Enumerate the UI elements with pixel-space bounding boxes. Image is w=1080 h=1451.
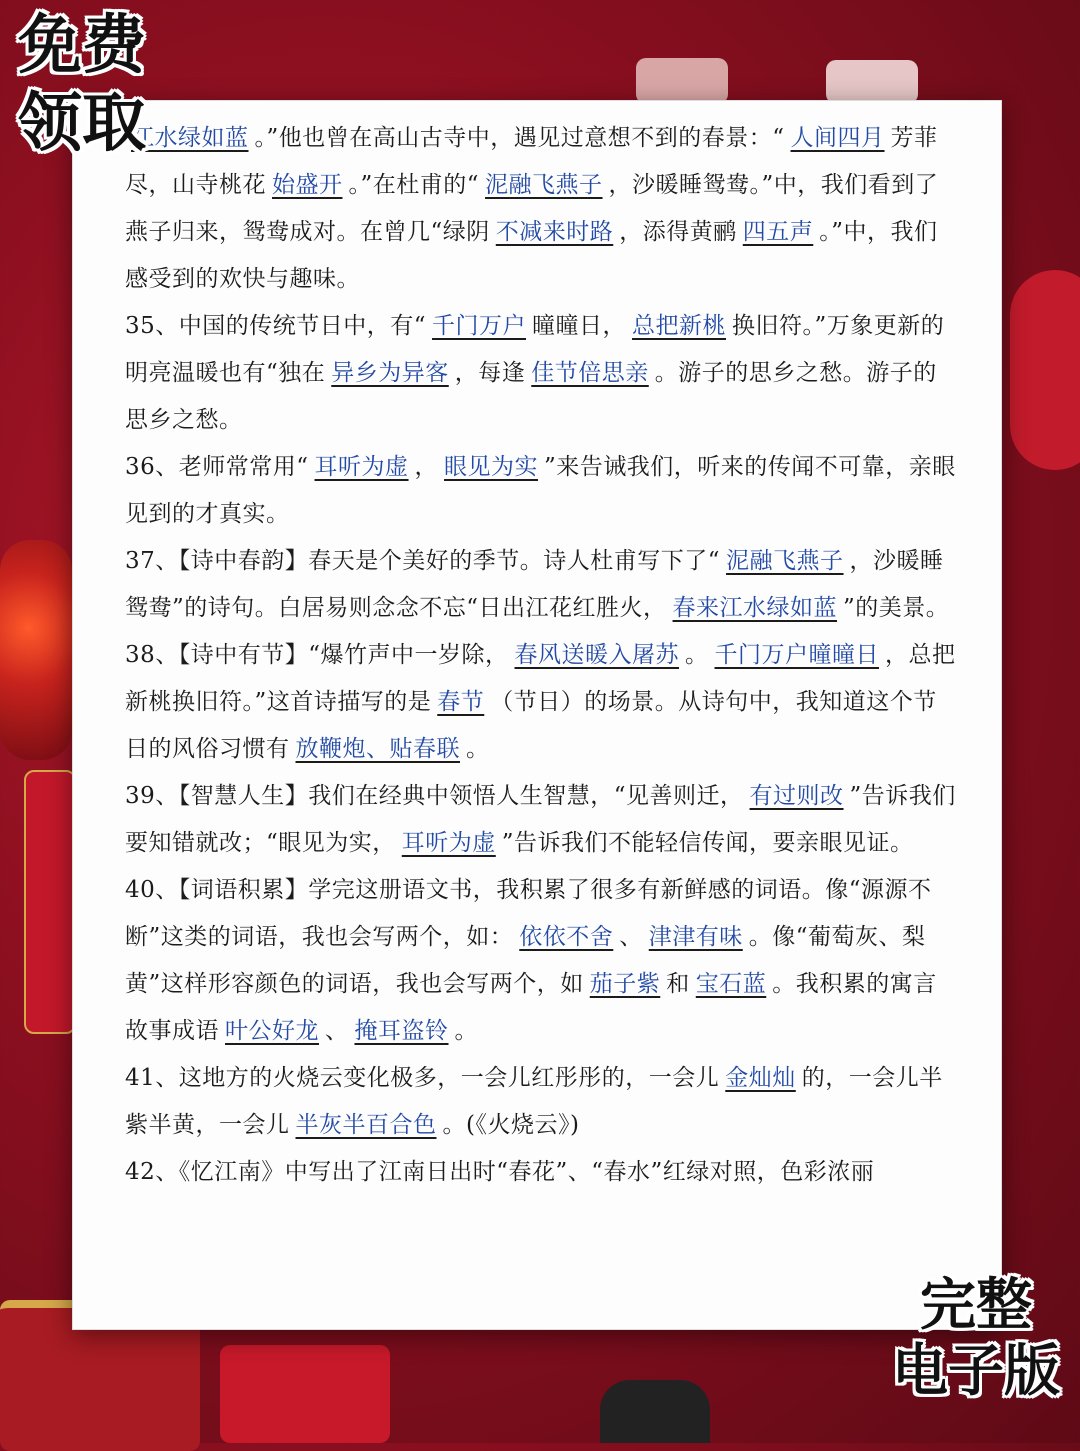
question-text: 的，一会儿半紫半黄，一会儿 (125, 1065, 943, 1138)
question-paragraph (125, 303, 960, 444)
question-text: ”告诉我们要知错就改；“眼见为实， (125, 783, 956, 856)
answer-blank: 茄子紫 (589, 971, 661, 997)
answer-blank: 依依不舍 (519, 924, 614, 950)
badge-line-2: 电子版 (892, 1339, 1060, 1404)
answer-blank: 耳听为虚 (401, 830, 496, 856)
question-text: ， (414, 454, 439, 480)
question-text: 。”他也曾在高山古寺中，遇见过意想不到的春景：“ (254, 125, 785, 151)
question-text: 40、【词语积累】学完这册语文书，我积累了很多有新鲜感的词语。像“源源不断”这类的词语，我也会写两个，如： (125, 877, 932, 950)
answer-blank: 千门万户曈曈日 (714, 642, 880, 668)
answer-blank: 金灿灿 (725, 1065, 796, 1091)
question-text: 。”中，我们感受到的欢快与趣味。 (125, 219, 938, 292)
answer-blank: 叶公好龙 (225, 1018, 319, 1044)
answer-blank: 人间四月 (790, 125, 885, 151)
answer-blank: 春风送暖入屠苏 (514, 642, 680, 668)
question-text: 。(《火烧云》) (442, 1112, 580, 1138)
question-text: ”的美景。 (843, 595, 950, 621)
background-gift-decoration (220, 1345, 390, 1443)
answer-blank: 宝石蓝 (695, 971, 767, 997)
answer-blank: 半灰半百合色 (295, 1112, 437, 1138)
background-card-decoration (636, 58, 728, 104)
document-content (125, 115, 960, 1196)
question-text: ，沙暖睡鸳鸯。”中，我们看到了燕子归来，鸳鸯成对。在曾几“绿阴 (125, 172, 939, 245)
question-text: 。游子的思乡之愁。游子的思乡之愁。 (125, 360, 937, 433)
question-text: 41、这地方的火烧云变化极多，一会儿红彤彤的，一会儿 (125, 1065, 720, 1091)
answer-blank: 泥融飞燕子 (485, 172, 603, 198)
answer-blank: 春节 (437, 689, 485, 715)
question-text: 换旧符。”万象更新的明亮温暖也有“独在 (125, 313, 945, 386)
question-text: 42、《忆江南》中写出了江南日出时“春花”、“春水”红绿对照，色彩浓丽 (125, 1159, 875, 1185)
question-paragraph (125, 115, 960, 303)
question-text: 37、【诗中春韵】春天是个美好的季节。诗人杜甫写下了“ (125, 548, 721, 574)
question-text: ”来告诫我们，听来的传闻不可靠，亲眼见到的才真实。 (125, 454, 956, 527)
answer-blank: 始盛开 (272, 172, 343, 198)
question-text: 。像“葡萄灰、梨黄”这样形容颜色的词语，我也会写两个，如 (125, 924, 926, 997)
answer-blank: 江水绿如蓝 (131, 125, 249, 151)
question-paragraph (125, 538, 960, 632)
question-text: ”告诉我们不能轻信传闻，要亲眼见证。 (501, 830, 914, 856)
question-text: 曈曈日， (532, 313, 627, 339)
answer-blank: 总把新桃 (632, 313, 727, 339)
question-text: 、 (325, 1018, 349, 1044)
answer-blank: 异乡为异客 (331, 360, 449, 386)
question-text: ，总把新桃换旧符。”这首诗描写的是 (125, 642, 956, 715)
answer-blank: 泥融飞燕子 (726, 548, 844, 574)
question-text: 35、中国的传统节日中，有“ (125, 313, 427, 339)
answer-blank: 放鞭炮、贴春联 (295, 736, 460, 762)
badge-line-1: 免费 (18, 9, 146, 83)
question-text: 。 (454, 1018, 478, 1044)
answer-blank: 有过则改 (749, 783, 844, 809)
question-text: （节日）的场景。从诗句中，我知道这个节日的风俗习惯有 (125, 689, 937, 762)
background-shoe-decoration (600, 1380, 710, 1443)
question-text: 36、老师常常用“ (125, 454, 309, 480)
badge-line-1: 完整 (920, 1273, 1032, 1338)
question-text: ，沙暖睡鸳鸯”的诗句。白居易则念念不忘“日出江花红胜火， (125, 548, 944, 621)
question-text: 。我积累的寓言故事成语 (125, 971, 937, 1044)
question-paragraph (125, 867, 960, 1055)
document-page (72, 100, 1002, 1330)
answer-blank: 眼见为实 (444, 454, 539, 480)
background-vase-decoration (24, 770, 76, 1034)
question-text: 和 (666, 971, 690, 997)
background-lantern-decoration (1010, 270, 1080, 470)
question-text: 。 (685, 642, 709, 668)
answer-blank: 耳听为虚 (314, 454, 409, 480)
answer-blank: 津津有味 (648, 924, 743, 950)
question-text: ，添得黄鹂 (619, 219, 737, 245)
question-paragraph (125, 773, 960, 867)
question-paragraph (125, 444, 960, 538)
free-claim-badge (18, 9, 146, 161)
badge-line-2: 领取 (18, 87, 146, 161)
answer-blank: 掩耳盗铃 (354, 1018, 449, 1044)
background-card-decoration (826, 60, 918, 104)
complete-edition-badge (892, 1273, 1060, 1404)
answer-blank: 不减来时路 (495, 219, 614, 245)
answer-blank: 千门万户 (432, 313, 527, 339)
question-paragraph (125, 632, 960, 773)
answer-blank: 春来江水绿如蓝 (672, 595, 838, 621)
question-text: 39、【智慧人生】我们在经典中领悟人生智慧，“见善则迁， (125, 783, 744, 809)
answer-blank: 佳节倍思亲 (531, 360, 649, 386)
question-text: 。 (466, 736, 490, 762)
question-paragraph (125, 1055, 960, 1149)
question-text: 芳菲尽，山寺桃花 (125, 125, 938, 198)
question-text: ，每逢 (454, 360, 526, 386)
question-text: 38、【诗中有节】“爆竹声中一岁除， (125, 642, 509, 668)
answer-blank: 四五声 (742, 219, 814, 245)
question-paragraph (125, 1149, 960, 1196)
question-text: 。”在杜甫的“ (348, 172, 480, 198)
question-text: 、 (619, 924, 643, 950)
background-berries-decoration (0, 540, 72, 760)
